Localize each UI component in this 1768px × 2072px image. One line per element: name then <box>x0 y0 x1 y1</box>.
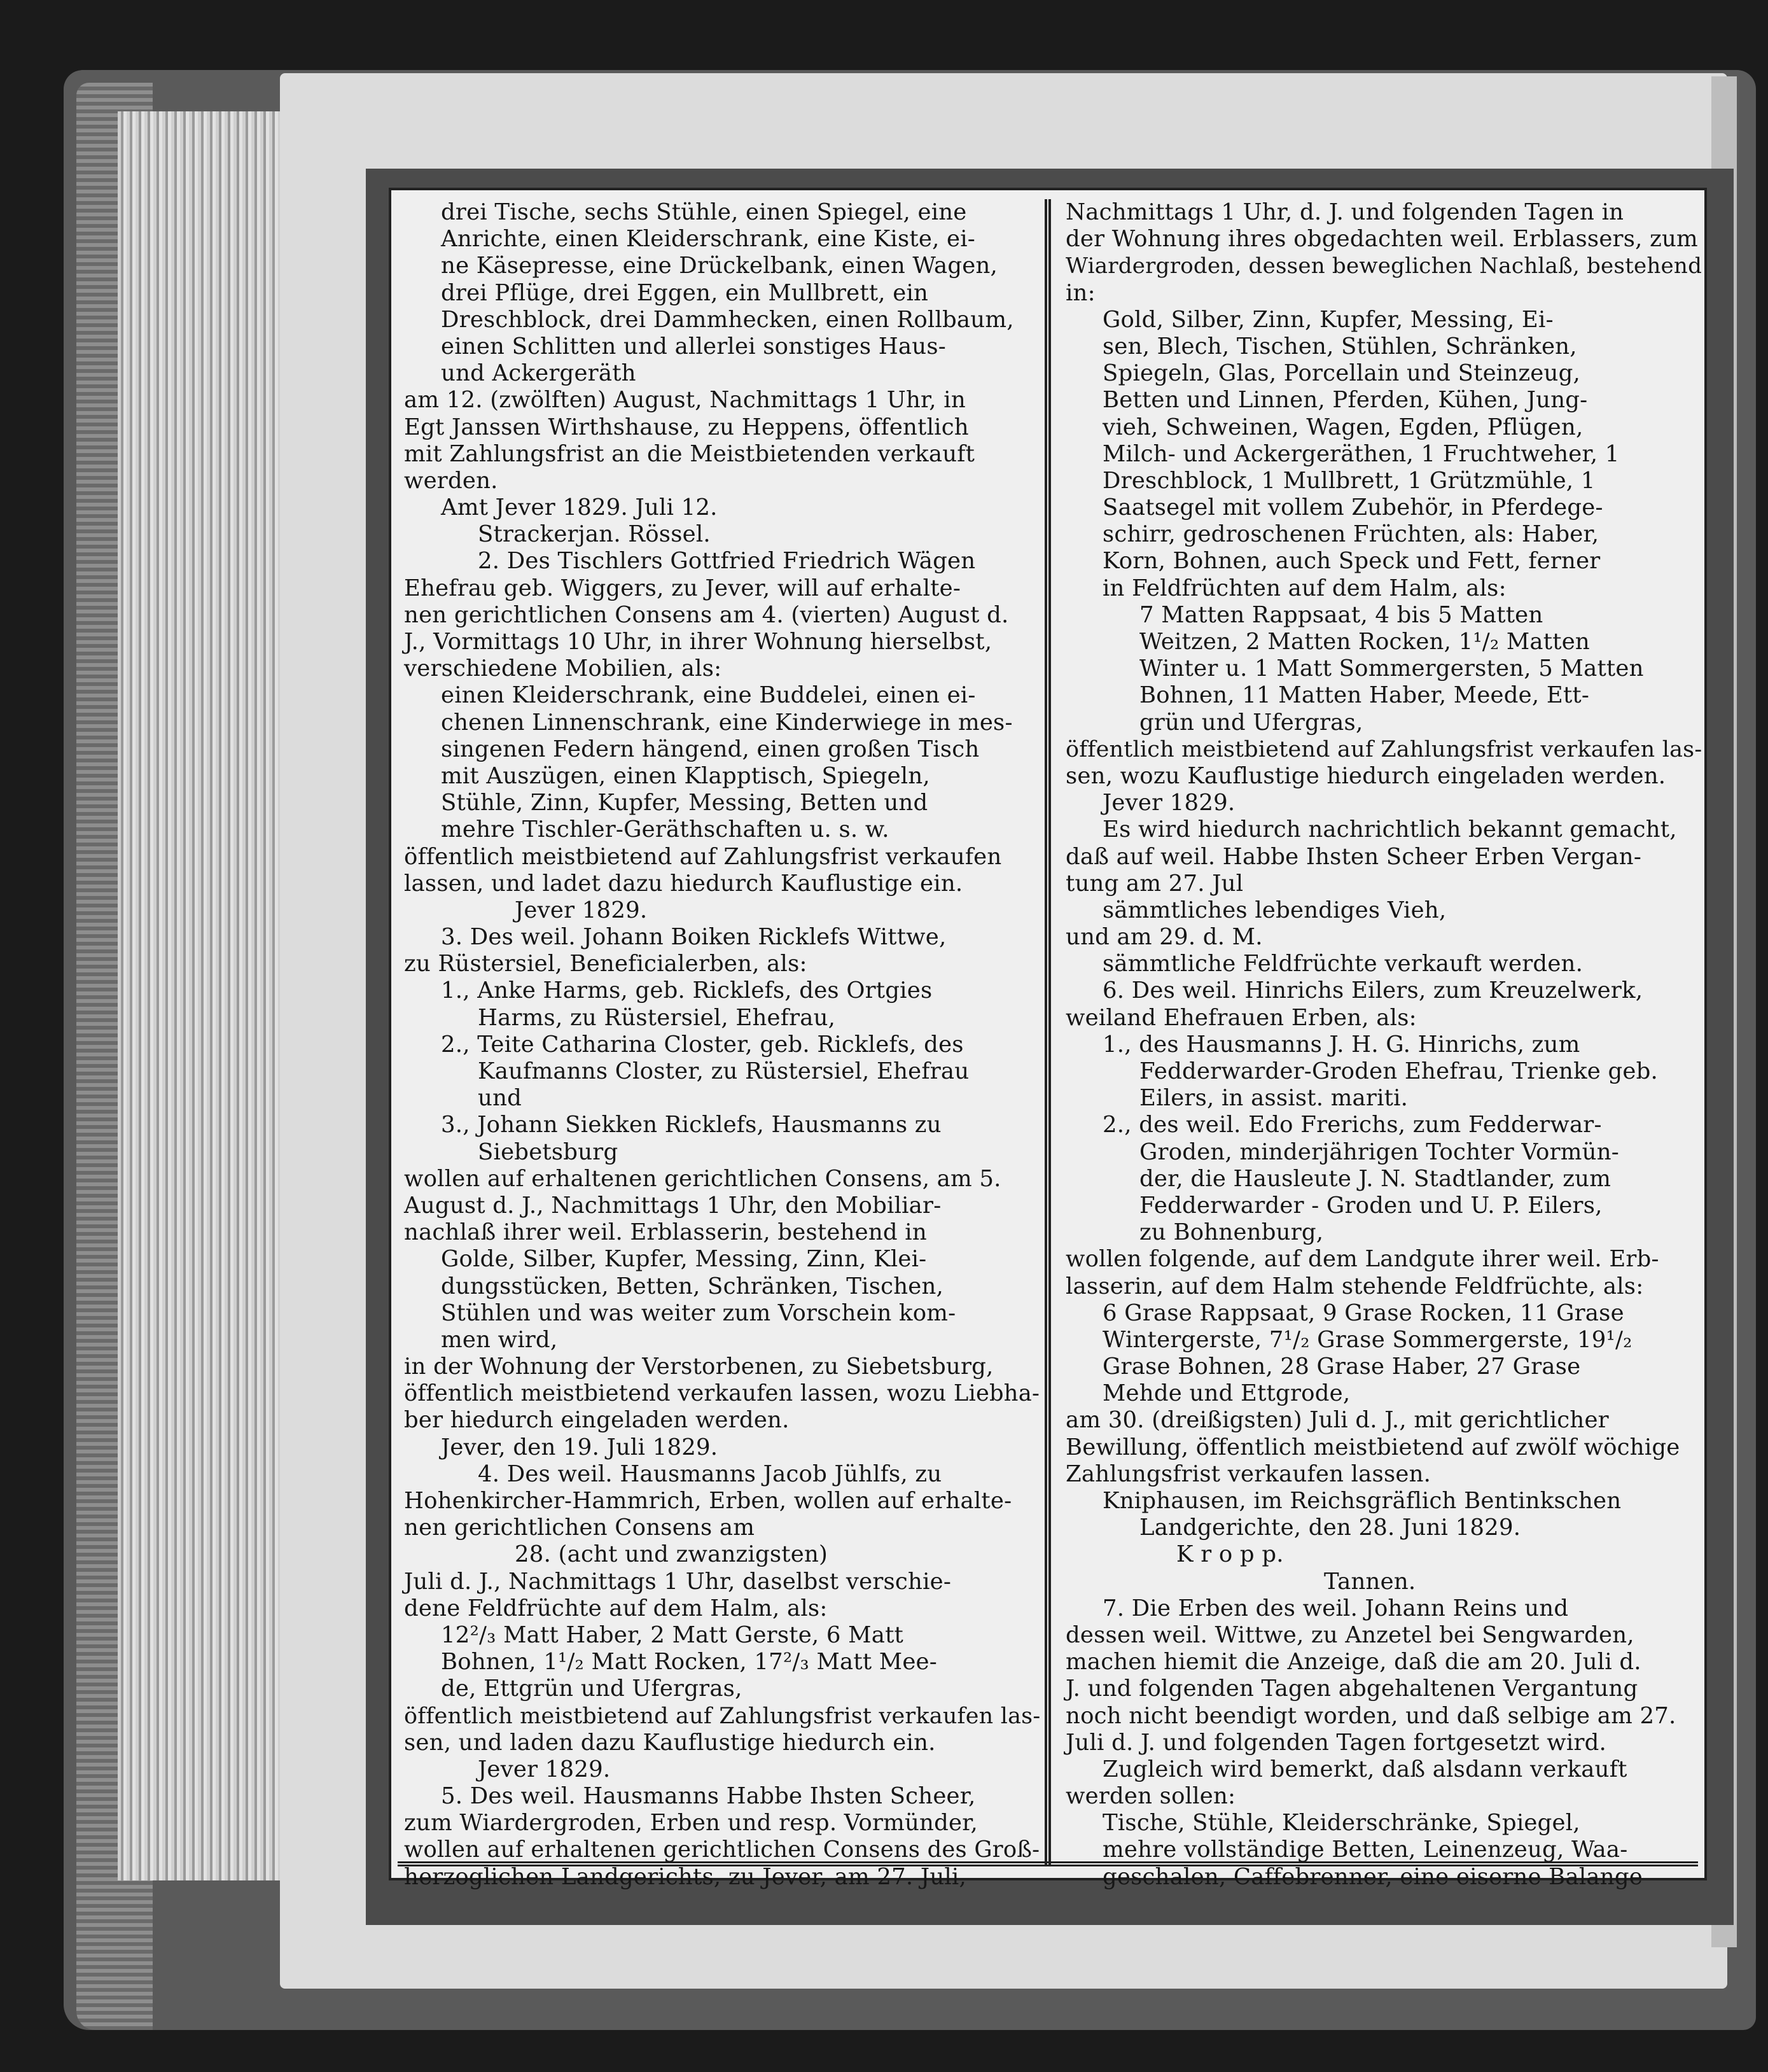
text-line: Anrichte, einen Kleiderschrank, eine Kiste, ei- <box>441 226 975 253</box>
text-line: 3. Des weil. Johann Boiken Ricklefs Wittwe, <box>441 924 947 951</box>
text-line: Wiardergroden, dessen beweglichen Nachlaß, bestehend <box>1066 253 1702 279</box>
text-line: Stühlen und was weiter zum Vorschein kom- <box>441 1299 956 1326</box>
text-line: Wintergerste, 7¹/₂ Grase Sommergerste, 19¹/₂ <box>1103 1326 1632 1353</box>
text-area <box>389 188 1707 1890</box>
text-line: Strackerjan. Rössel. <box>478 521 711 548</box>
text-line: der Wohnung ihres obgedachten weil. Erblassers, zum <box>1066 226 1698 253</box>
text-line: Dreschblock, drei Dammhecken, einen Rollbaum, <box>441 306 1014 333</box>
text-line: machen hiemit die Anzeige, daß die am 20. Juli d. <box>1066 1649 1641 1676</box>
text-line: mit Auszügen, einen Klapptisch, Spiegeln, <box>441 762 930 789</box>
text-line: Golde, Silber, Kupfer, Messing, Zinn, Klei- <box>441 1246 927 1273</box>
text-line: men wird, <box>441 1326 558 1353</box>
text-line: 7. Die Erben des weil. Johann Reins und <box>1103 1595 1569 1621</box>
text-line: Kaufmanns Closter, zu Rüstersiel, Ehefrau <box>478 1058 970 1084</box>
text-line: tung am 27. Jul <box>1066 870 1244 897</box>
text-line: K r o p p. <box>1176 1541 1284 1568</box>
text-line: Winter u. 1 Matt Sommergersten, 5 Matten <box>1139 655 1644 682</box>
text-line: am 12. (zwölften) August, Nachmittags 1 Uhr, in <box>404 387 966 414</box>
text-line: der, die Hausleute J. N. Stadtlander, zum <box>1139 1165 1611 1192</box>
text-line: 2., des weil. Edo Frerichs, zum Fedderwar- <box>1103 1112 1602 1138</box>
text-line: Gold, Silber, Zinn, Kupfer, Messing, Ei- <box>1103 306 1554 333</box>
text-line: ber hiedurch eingeladen werden. <box>404 1407 790 1434</box>
text-line: dessen weil. Wittwe, zu Anzetel bei Sengwarden, <box>1066 1621 1634 1648</box>
text-line: August d. J., Nachmittags 1 Uhr, den Mobiliar- <box>404 1192 942 1219</box>
text-line: 4. Des weil. Hausmanns Jacob Jühlfs, zu <box>478 1460 942 1487</box>
text-line: Milch- und Ackergeräthen, 1 Fruchtweher, 1 <box>1103 440 1620 467</box>
text-line: Dreschblock, 1 Mullbrett, 1 Grützmühle, 1 <box>1103 467 1596 494</box>
text-line: de, Ettgrün und Ufergras, <box>441 1676 742 1702</box>
text-line: 5. Des weil. Hausmanns Habbe Ihsten Scheer, <box>441 1783 976 1810</box>
text-line: dungsstücken, Betten, Schränken, Tischen, <box>441 1273 944 1299</box>
text-line: zum Wiardergroden, Erben und resp. Vormünder, <box>404 1810 978 1837</box>
text-line: wollen auf erhaltenen gerichtlichen Consens des Groß- <box>404 1837 1040 1863</box>
text-line: lasserin, auf dem Halm stehende Feldfrüchte, als: <box>1066 1273 1644 1299</box>
text-line: 2. Des Tischlers Gottfried Friedrich Wägen <box>478 548 976 575</box>
text-line: öffentlich meistbietend auf Zahlungsfrist verkaufen las- <box>1066 736 1702 762</box>
text-line: mehre vollständige Betten, Leinenzeug, Waa- <box>1103 1837 1628 1863</box>
text-line: zu Bohnenburg, <box>1139 1219 1324 1246</box>
text-line: verschiedene Mobilien, als: <box>404 655 722 682</box>
text-line: 12²/₃ Matt Haber, 2 Matt Gerste, 6 Matt <box>441 1621 904 1648</box>
text-line: 6 Grase Rappsaat, 9 Grase Rocken, 11 Grase <box>1103 1299 1624 1326</box>
text-line: Jever 1829. <box>478 1756 611 1782</box>
text-line: J., Vormittags 10 Uhr, in ihrer Wohnung hierselbst, <box>404 629 992 655</box>
text-line: Stühle, Zinn, Kupfer, Messing, Betten und <box>441 790 928 816</box>
text-line: daß auf weil. Habbe Ihsten Scheer Erben Vergan- <box>1066 843 1642 870</box>
text-line: herzoglichen Landgerichts, zu Jever, am 27. Juli, <box>404 1863 966 1890</box>
text-line: zu Rüstersiel, Beneficialerben, als: <box>404 951 807 977</box>
text-line: in Feldfrüchten auf dem Halm, als: <box>1103 575 1507 601</box>
text-line: öffentlich meistbietend auf Zahlungsfrist verkaufen las- <box>404 1703 1041 1729</box>
text-line: werden sollen: <box>1066 1783 1236 1810</box>
text-line: weiland Ehefrauen Erben, als: <box>1066 1004 1417 1031</box>
text-line: Spiegeln, Glas, Porcellain und Steinzeug, <box>1103 360 1580 387</box>
text-line: 1., des Hausmanns J. H. G. Hinrichs, zum <box>1103 1031 1580 1058</box>
text-line: sämmtliches lebendiges Vieh, <box>1103 897 1447 923</box>
text-line: mehre Tischler-Geräthschaften u. s. w. <box>441 816 889 843</box>
text-line: Ehefrau geb. Wiggers, zu Jever, will auf erhalte- <box>404 575 961 601</box>
text-line: Juli d. J. und folgenden Tagen fortgesetzt wird. <box>1066 1729 1607 1756</box>
text-line: Tische, Stühle, Kleiderschränke, Spiegel, <box>1103 1810 1580 1837</box>
text-line: Weitzen, 2 Matten Rocken, 1¹/₂ Matten <box>1139 629 1590 655</box>
text-line: ne Käsepresse, eine Drückelbank, einen Wagen, <box>441 253 998 279</box>
text-line: sen, wozu Kauflustige hiedurch eingeladen werden. <box>1066 762 1666 789</box>
text-line: öffentlich meistbietend verkaufen lassen, wozu Liebha- <box>404 1380 1040 1407</box>
text-line: werden. <box>404 467 498 494</box>
text-line: Juli d. J., Nachmittags 1 Uhr, daselbst verschie- <box>404 1568 952 1595</box>
text-line: Saatsegel mit vollem Zubehör, in Pferdege- <box>1103 494 1603 521</box>
printed-frame <box>366 169 1734 1925</box>
text-line: drei Pflüge, drei Eggen, ein Mullbrett, ein <box>441 279 929 306</box>
text-line: schirr, gedroschenen Früchten, als: Haber, <box>1103 521 1599 548</box>
text-line: Bewillung, öffentlich meistbietend auf zwölf wöchige <box>1066 1434 1680 1460</box>
text-line: Landgerichte, den 28. Juni 1829. <box>1139 1515 1521 1541</box>
text-line: lassen, und ladet dazu hiedurch Kauflustige ein. <box>404 870 963 897</box>
text-line: 6. Des weil. Hinrichs Eilers, zum Kreuzelwerk, <box>1103 977 1643 1004</box>
text-line: Jever 1829. <box>1103 790 1236 816</box>
text-line: 7 Matten Rappsaat, 4 bis 5 Matten <box>1139 601 1543 628</box>
text-line: nen gerichtlichen Consens am 4. (vierten) August d. <box>404 601 1009 628</box>
text-line: Zugleich wird bemerkt, daß alsdann verkauft <box>1103 1756 1627 1782</box>
text-line: mit Zahlungsfrist an die Meistbietenden verkauft <box>404 440 975 467</box>
text-line: Kniphausen, im Reichsgräflich Bentinkschen <box>1103 1488 1622 1514</box>
text-line: in: <box>1066 279 1096 306</box>
text-line: chenen Linnenschrank, eine Kinderwiege in mes- <box>441 709 1013 736</box>
text-line: Zahlungsfrist verkaufen lassen. <box>1066 1460 1431 1487</box>
page-stack-edges <box>118 111 283 1880</box>
text-line: wollen auf erhaltenen gerichtlichen Consens, am 5. <box>404 1165 1001 1192</box>
text-line: und Ackergeräth <box>441 360 636 387</box>
text-line: 3., Johann Siekken Ricklefs, Hausmanns zu <box>441 1112 942 1138</box>
text-line: Groden, minderjährigen Tochter Vormün- <box>1139 1138 1619 1165</box>
bottom-rule <box>398 1861 1698 1866</box>
text-line: sämmtliche Feldfrüchte verkauft werden. <box>1103 951 1584 977</box>
text-line: 28. (acht und zwanzigsten) <box>515 1541 828 1568</box>
text-line: Fedderwarder - Groden und U. P. Eilers, <box>1139 1192 1603 1219</box>
text-line: einen Schlitten und allerlei sonstiges Haus- <box>441 333 946 360</box>
column-divider <box>1045 199 1051 1865</box>
text-line: grün und Ufergras, <box>1139 709 1363 736</box>
text-line: Jever 1829. <box>515 897 648 923</box>
text-line: 1., Anke Harms, geb. Ricklefs, des Ortgies <box>441 977 933 1004</box>
text-line: Tannen. <box>1324 1568 1416 1595</box>
text-line: noch nicht beendigt worden, und daß selbige am 27. <box>1066 1702 1676 1729</box>
text-line: nen gerichtlichen Consens am <box>404 1515 755 1541</box>
text-line: dene Feldfrüchte auf dem Halm, als: <box>404 1595 828 1621</box>
text-line: drei Tische, sechs Stühle, einen Spiegel, eine <box>441 199 967 225</box>
text-line: Bohnen, 11 Matten Haber, Meede, Ett- <box>1139 682 1590 709</box>
text-line: Harms, zu Rüstersiel, Ehefrau, <box>478 1004 836 1031</box>
text-line: Fedderwarder-Groden Ehefrau, Trienke geb. <box>1139 1058 1659 1084</box>
text-line: Jever, den 19. Juli 1829. <box>441 1434 718 1460</box>
text-line: in der Wohnung der Verstorbenen, zu Siebetsburg, <box>404 1354 994 1380</box>
text-line: am 30. (dreißigsten) Juli d. J., mit gerichtlicher <box>1066 1407 1609 1434</box>
text-line: einen Kleiderschrank, eine Buddelei, einen ei- <box>441 682 976 709</box>
text-line: wollen folgende, auf dem Landgute ihrer weil. Erb- <box>1066 1246 1659 1273</box>
text-line: Grase Bohnen, 28 Grase Haber, 27 Grase <box>1103 1354 1581 1380</box>
text-line: vieh, Schweinen, Wagen, Egden, Pflügen, <box>1103 414 1584 440</box>
text-line: Korn, Bohnen, auch Speck und Fett, ferner <box>1103 548 1601 575</box>
text-line: Siebetsburg <box>478 1138 618 1165</box>
text-line: Bohnen, 1¹/₂ Matt Rocken, 17²/₃ Matt Mee- <box>441 1649 937 1676</box>
text-line: Eilers, in assist. mariti. <box>1139 1085 1409 1112</box>
text-line: geschalen, Caffebrenner, eine eiserne Balange <box>1103 1863 1643 1890</box>
text-line: nachlaß ihrer weil. Erblasserin, bestehend in <box>404 1219 927 1246</box>
text-line: Betten und Linnen, Pferden, Kühen, Jung- <box>1103 387 1588 414</box>
text-line: Amt Jever 1829. Juli 12. <box>441 494 718 521</box>
right-column <box>1066 199 1702 1891</box>
text-line: und <box>478 1085 522 1112</box>
text-line: öffentlich meistbietend auf Zahlungsfrist verkaufen <box>404 843 1002 870</box>
text-line: Mehde und Ettgrode, <box>1103 1380 1351 1407</box>
text-line: Nachmittags 1 Uhr, d. J. und folgenden Tagen in <box>1066 199 1624 225</box>
text-line: 2., Teite Catharina Closter, geb. Ricklefs, des <box>441 1031 964 1058</box>
text-line: sen, Blech, Tischen, Stühlen, Schränken, <box>1103 333 1577 360</box>
text-line: Egt Janssen Wirthshause, zu Heppens, öffentlich <box>404 414 969 440</box>
left-column <box>404 199 1040 1891</box>
text-line: Hohenkircher-Hammrich, Erben, wollen auf erhalte- <box>404 1488 1012 1514</box>
text-line: singenen Federn hängend, einen großen Tisch <box>441 736 980 762</box>
text-line: und am 29. d. M. <box>1066 924 1263 951</box>
text-line: sen, und laden dazu Kauflustige hiedurch ein. <box>404 1729 936 1756</box>
text-line: J. und folgenden Tagen abgehaltenen Vergantung <box>1066 1676 1638 1702</box>
text-line: Es wird hiedurch nachrichtlich bekannt gemacht, <box>1103 816 1677 843</box>
